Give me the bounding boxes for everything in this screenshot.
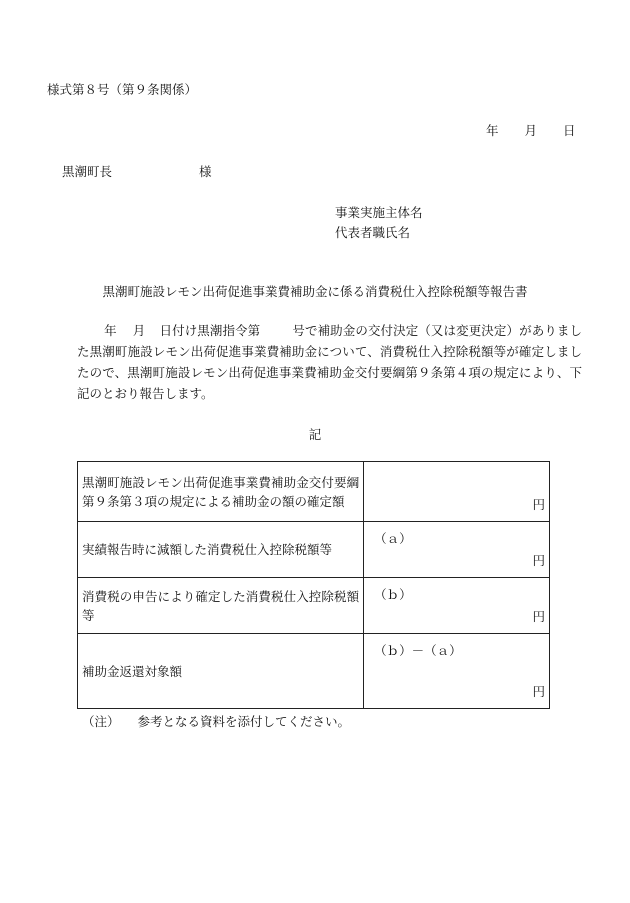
row-label: 消費税の申告により確定した消費税仕入控除税額等 xyxy=(78,578,364,634)
report-title: 黒潮町施設レモン出荷促進事業費補助金に係る消費税仕入控除税額等報告書 xyxy=(102,284,528,299)
row-value-cell[interactable] xyxy=(364,634,550,709)
note-text: 参考となる資料を添付してください。 xyxy=(137,714,351,729)
addressee-line xyxy=(62,162,212,180)
form-number: 様式第８号（第９条関係） xyxy=(47,82,198,97)
table-row xyxy=(78,522,550,578)
body-year: 年 xyxy=(104,323,117,338)
ki-heading: 記 xyxy=(308,427,322,442)
table-row xyxy=(78,578,550,634)
date-day-label: 日 xyxy=(563,123,576,138)
amount-table xyxy=(77,461,550,709)
row-value-tag: （ａ） xyxy=(374,531,412,546)
addressee-name: 黒潮町長 xyxy=(62,164,113,179)
row-value-cell[interactable] xyxy=(364,462,550,522)
date-year-label: 年 xyxy=(486,123,499,138)
note-marker: （注） xyxy=(82,714,120,729)
body-month: 月 xyxy=(132,323,146,338)
date-month-label: 月 xyxy=(524,123,538,138)
yen-unit: 円 xyxy=(532,497,545,512)
table-row xyxy=(78,634,550,709)
addressee-honorific: 様 xyxy=(199,164,212,179)
entity-name-label: 事業実施主体名 xyxy=(335,205,423,220)
row-value-cell[interactable] xyxy=(364,522,550,578)
row-label: 補助金返還対象額 xyxy=(78,634,364,709)
report-body xyxy=(77,320,582,404)
yen-unit: 円 xyxy=(532,684,545,699)
note-line xyxy=(82,712,350,730)
representative-name-label: 代表者職氏名 xyxy=(335,225,411,240)
row-label: 黒潮町施設レモン出荷促進事業費補助金交付要綱第９条第３項の規定による補助金の額の確定額 xyxy=(78,462,364,522)
date-line xyxy=(486,121,576,139)
row-value-tag: （ｂ）－（ａ） xyxy=(374,643,462,658)
row-value-cell[interactable] xyxy=(364,578,550,634)
row-value-tag: （ｂ） xyxy=(374,587,412,602)
table-row xyxy=(78,462,550,522)
yen-unit: 円 xyxy=(532,553,545,568)
body-text-rest: 号で補助金の交付決定（又は変更決定）がありました黒潮町施設レモン出荷促進事業費補助金について、消費税仕入控除税額等が確定しましたので、黒潮町施設レモン出荷促進事業費補助金交付要綱第９条第４項の規定により、下記のとおり報告します。 xyxy=(77,323,582,401)
row-label: 実績報告時に減額した消費税仕入控除税額等 xyxy=(78,522,364,578)
yen-unit: 円 xyxy=(532,609,545,624)
body-day-reference: 日付け黒潮指令第 xyxy=(159,323,261,338)
